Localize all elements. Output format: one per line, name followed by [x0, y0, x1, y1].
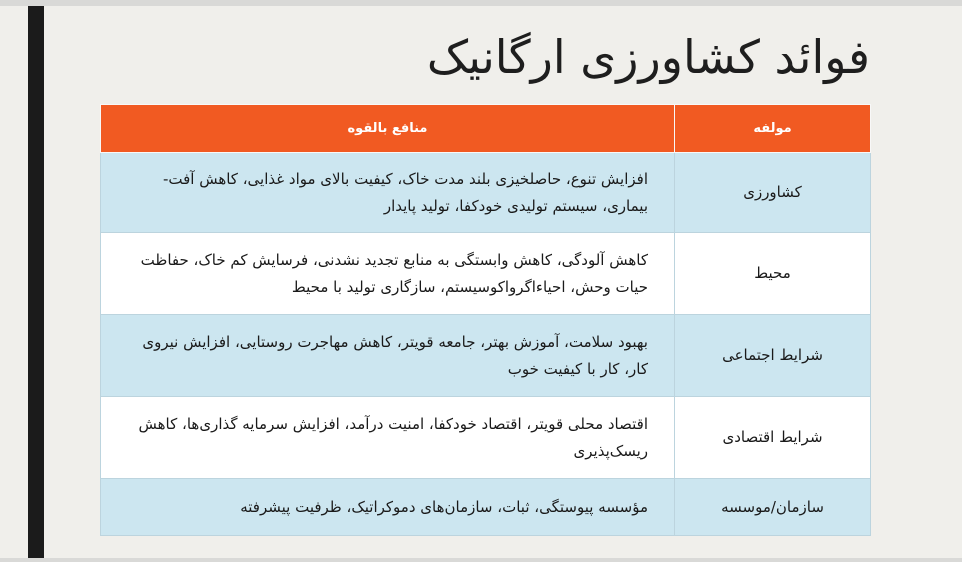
row-component: شرایط اقتصادی [675, 397, 871, 479]
top-strip [0, 0, 962, 6]
table-row [101, 397, 871, 479]
table-row [101, 315, 871, 397]
header-component: مولفه [675, 105, 871, 153]
row-component: محیط [675, 233, 871, 315]
row-benefits: کاهش آلودگی، کاهش وابستگی به منابع تجدید نشدنی، فرسایش کم خاک، حفاظت حیات وحش، احیاءاگرواکوسیستم، سازگاری تولید با محیط [101, 233, 675, 315]
row-benefits: بهبود سلامت، آموزش بهتر، جامعه قویتر، کاهش مهاجرت روستایی، افزایش نیروی کار، کار با کیفیت خوب [101, 315, 675, 397]
header-benefits: منافع بالقوه [101, 105, 675, 153]
row-benefits: افزایش تنوع، حاصلخیزی بلند مدت خاک، کیفیت بالای مواد غذایی، کاهش آفت- بیماری، سیستم تولیدی خودکفا، تولید پایدار [101, 153, 675, 233]
benefits-table [100, 104, 871, 536]
row-benefits: اقتصاد محلی قویتر، اقتصاد خودکفا، امنیت درآمد، افزایش سرمایه گذاری‌ها، کاهش ریسک‌پذیری [101, 397, 675, 479]
table-header-row [101, 105, 871, 153]
row-component: کشاورزی [675, 153, 871, 233]
table-row [101, 153, 871, 233]
left-accent-bar [28, 6, 44, 558]
table-row [101, 233, 871, 315]
table-row [101, 479, 871, 536]
row-component: شرایط اجتماعی [675, 315, 871, 397]
bottom-strip [0, 558, 962, 562]
row-benefits: مؤسسه پیوستگی، ثبات، سازمان‌های دموکراتیک، ظرفیت پیشرفته [101, 479, 675, 536]
row-component: سازمان/موسسه [675, 479, 871, 536]
slide-title: فوائد کشاورزی ارگانیک [426, 30, 870, 84]
